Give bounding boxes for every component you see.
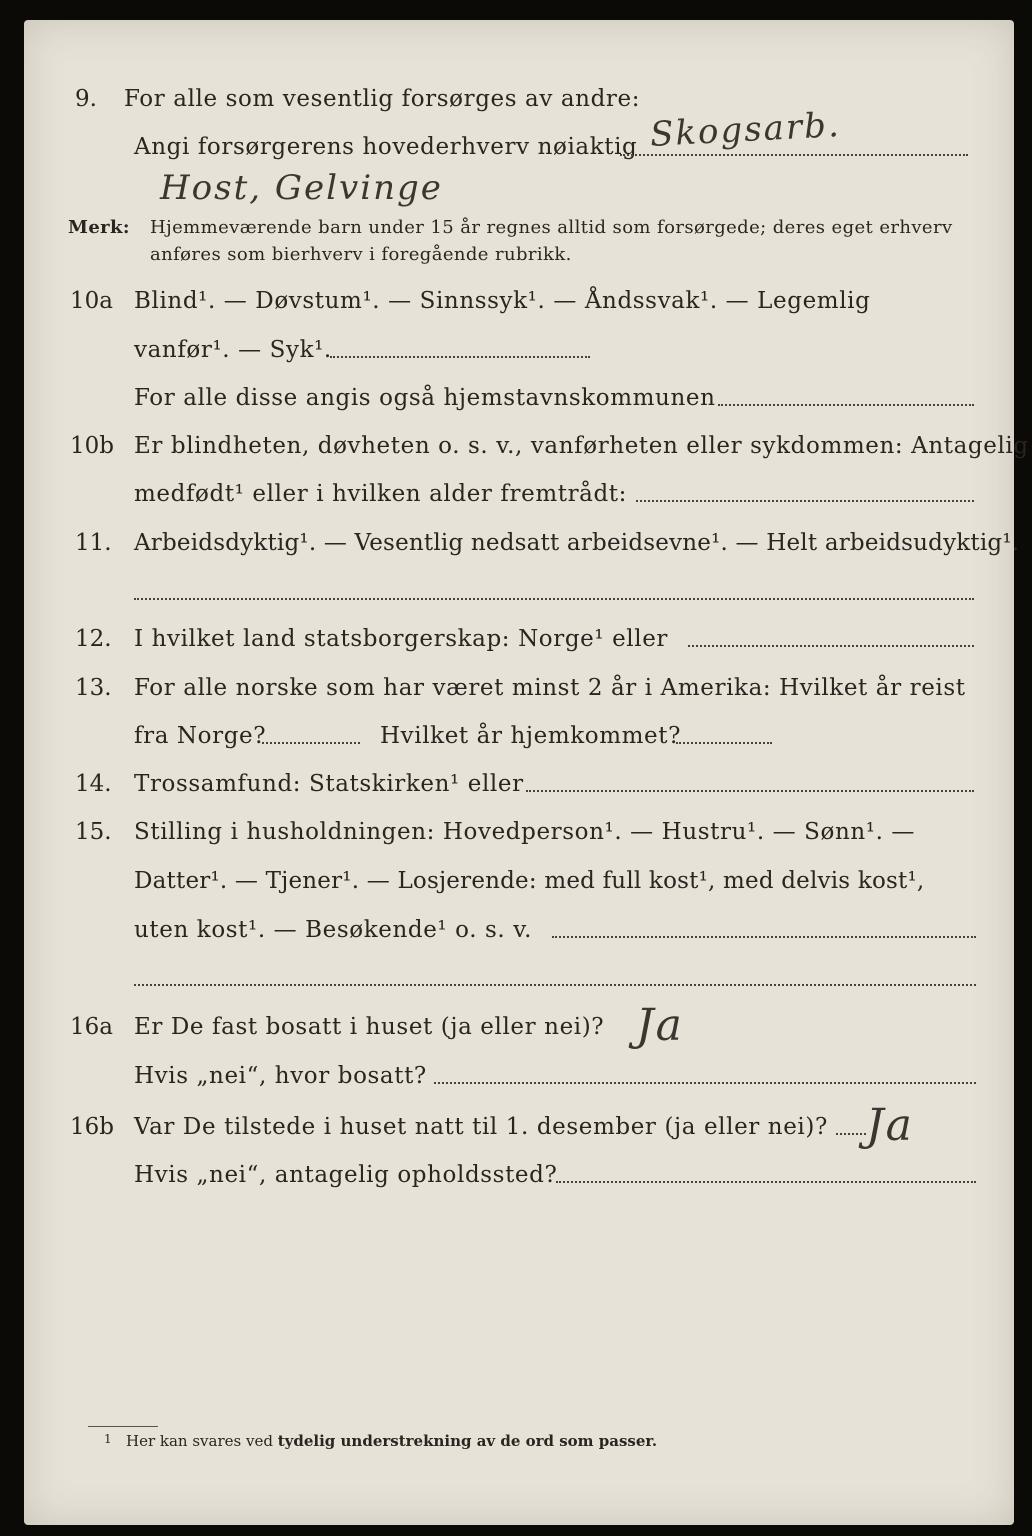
q10b-answer-line bbox=[636, 500, 974, 502]
q11-answer-line bbox=[134, 598, 974, 600]
q10a-line2: vanfør¹. — Syk¹. bbox=[134, 337, 332, 363]
q16a-line1: Er De fast bosatt i huset (ja eller nei)? bbox=[134, 1014, 605, 1040]
q16b-answer-line bbox=[556, 1181, 976, 1183]
q14-number: 14. bbox=[75, 771, 112, 797]
merk-line2: anføres som bierhverv i foregående rubrikk. bbox=[150, 244, 572, 265]
q10a-hometown-line bbox=[718, 404, 974, 406]
q14-answer-line bbox=[526, 790, 974, 792]
q15-line3: uten kost¹. — Besøkende¹ o. s. v. bbox=[134, 917, 533, 943]
q16b-answer-line bbox=[836, 1133, 866, 1135]
q13-line1: For alle norske som har været minst 2 år i Amerika: Hvilket år reist bbox=[134, 675, 966, 701]
q9-answer-line bbox=[620, 154, 968, 156]
q10b-line1: Er blindheten, døvheten o. s. v., vanførheten eller sykdommen: Antagelig bbox=[134, 433, 1029, 459]
q16b-line1: Var De tilstede i huset natt til 1. desember (ja eller nei)? bbox=[134, 1114, 828, 1140]
q16a-line2: Hvis „nei“, hvor bosatt? bbox=[134, 1063, 427, 1089]
q16b-handwritten-answer: Ja bbox=[866, 1100, 914, 1151]
q9-number: 9. bbox=[75, 86, 97, 112]
q13-year-left-line bbox=[262, 742, 360, 744]
q10b-line2: medfødt¹ eller i hvilken alder fremtrådt: bbox=[134, 481, 627, 507]
q10b-number: 10b bbox=[70, 433, 114, 459]
footnote-text bbox=[126, 1432, 657, 1450]
q16a-number: 16a bbox=[70, 1014, 113, 1040]
q10a-line1: Blind¹. — Døvstum¹. — Sinnssyk¹. — Åndssvak¹. — Legemlig bbox=[134, 288, 871, 314]
q13-number: 13. bbox=[75, 675, 112, 701]
footnote-text-plain: Her kan svares ved bbox=[126, 1432, 273, 1450]
q13-line2a: fra Norge? bbox=[134, 723, 267, 749]
merk-line1: Hjemmeværende barn under 15 år regnes alltid som forsørgede; deres eget erhverv bbox=[150, 217, 953, 238]
q10a-number: 10a bbox=[70, 288, 113, 314]
q11-line1: Arbeidsdyktig¹. — Vesentlig nedsatt arbeidsevne¹. — Helt arbeidsudyktig¹. bbox=[134, 530, 1020, 556]
footnote-mark: 1 bbox=[104, 1432, 112, 1446]
q15-answer-line bbox=[552, 936, 976, 938]
q13-year-returned-line bbox=[676, 742, 772, 744]
q15-line1: Stilling i husholdningen: Hovedperson¹. — Hustru¹. — Sønn¹. — bbox=[134, 819, 916, 845]
q9-line1: For alle som vesentlig forsørges av andre: bbox=[124, 86, 641, 112]
merk-label: Merk: bbox=[68, 217, 130, 238]
q15-number: 15. bbox=[75, 819, 112, 845]
q11-number: 11. bbox=[75, 530, 112, 556]
q15-line2: Datter¹. — Tjener¹. — Losjerende: med full kost¹, med delvis kost¹, bbox=[134, 868, 925, 894]
q16b-number: 16b bbox=[70, 1114, 114, 1140]
q13-line2b: Hvilket år hjemkommet? bbox=[380, 723, 682, 749]
q14-line1: Trossamfund: Statskirken¹ eller bbox=[134, 771, 524, 797]
footnote-text-bold: tydelig understrekning av de ord som passer. bbox=[277, 1432, 658, 1450]
q16b-line2: Hvis „nei“, antagelig opholdssted? bbox=[134, 1162, 558, 1188]
q12-line1: I hvilket land statsborgerskap: Norge¹ eller bbox=[134, 626, 669, 652]
q16a-handwritten-answer: Ja bbox=[636, 1000, 684, 1051]
footnote-divider bbox=[88, 1426, 158, 1427]
q10a-answer-line bbox=[330, 356, 590, 358]
q12-answer-line bbox=[688, 645, 974, 647]
q16a-answer-line bbox=[434, 1082, 976, 1084]
q9-handwritten-answer1: Skogsarb. bbox=[649, 105, 842, 155]
q9-line2: Angi forsørgerens hovederhverv nøiaktig bbox=[134, 134, 638, 160]
q9-handwritten-answer2: Host, Gelvinge bbox=[160, 168, 443, 208]
q15-extra-line bbox=[134, 984, 976, 986]
q10a-line3: For alle disse angis også hjemstavnskommunen bbox=[134, 385, 716, 411]
q12-number: 12. bbox=[75, 626, 112, 652]
